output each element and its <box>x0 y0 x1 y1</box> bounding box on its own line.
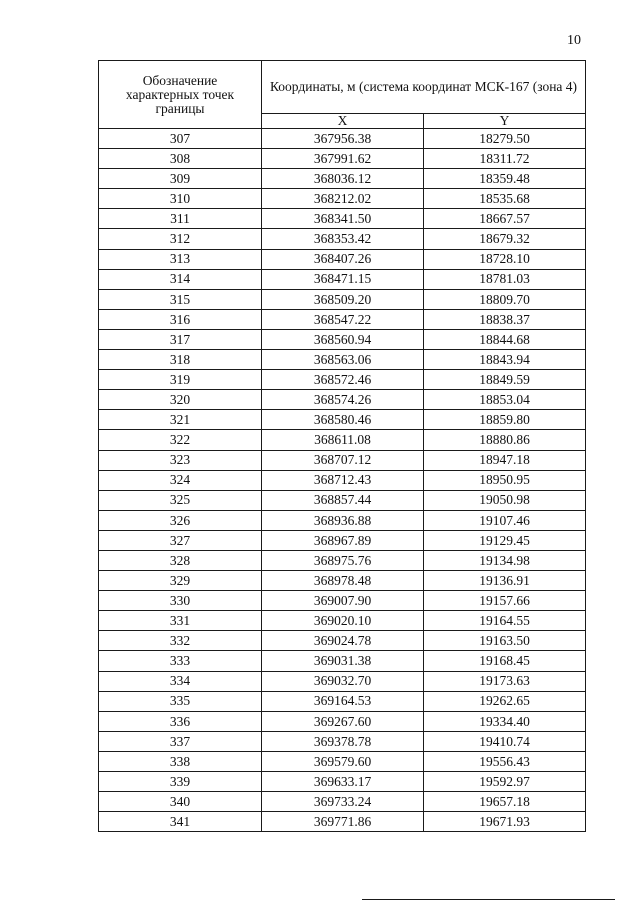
cell-y: 18535.68 <box>424 189 586 209</box>
table-row <box>99 329 586 349</box>
cell-point: 322 <box>99 430 262 450</box>
cell-y: 19129.45 <box>424 530 586 550</box>
cell-point: 328 <box>99 550 262 570</box>
table-row <box>99 289 586 309</box>
table-row <box>99 631 586 651</box>
header-coordinates-text: Координаты, м (система координат МСК-167 (зона 4) <box>269 79 578 94</box>
cell-point: 318 <box>99 350 262 370</box>
cell-point: 336 <box>99 711 262 731</box>
cell-x: 369633.17 <box>262 772 424 792</box>
table-row <box>99 711 586 731</box>
cell-x: 368509.20 <box>262 289 424 309</box>
table-header <box>99 61 586 129</box>
cell-x: 368547.22 <box>262 309 424 329</box>
cell-x: 367956.38 <box>262 129 424 149</box>
cell-point: 335 <box>99 691 262 711</box>
cell-point: 338 <box>99 751 262 771</box>
cell-y: 18880.86 <box>424 430 586 450</box>
footer-rule <box>362 899 615 900</box>
header-x: X <box>262 114 424 129</box>
cell-x: 368572.46 <box>262 370 424 390</box>
cell-point: 315 <box>99 289 262 309</box>
cell-y: 19410.74 <box>424 731 586 751</box>
cell-y: 19163.50 <box>424 631 586 651</box>
cell-x: 369007.90 <box>262 591 424 611</box>
cell-x: 369267.60 <box>262 711 424 731</box>
cell-x: 368560.94 <box>262 329 424 349</box>
header-y: Y <box>424 114 586 129</box>
cell-x: 368212.02 <box>262 189 424 209</box>
cell-y: 18728.10 <box>424 249 586 269</box>
cell-y: 18950.95 <box>424 470 586 490</box>
cell-point: 319 <box>99 370 262 390</box>
cell-point: 308 <box>99 149 262 169</box>
cell-y: 19136.91 <box>424 571 586 591</box>
cell-point: 307 <box>99 129 262 149</box>
cell-y: 18279.50 <box>424 129 586 149</box>
table-row <box>99 249 586 269</box>
cell-y: 19262.65 <box>424 691 586 711</box>
table-row <box>99 691 586 711</box>
table-row <box>99 571 586 591</box>
table-row <box>99 671 586 691</box>
cell-x: 368857.44 <box>262 490 424 510</box>
table-row <box>99 611 586 631</box>
cell-y: 19657.18 <box>424 792 586 812</box>
cell-y: 18853.04 <box>424 390 586 410</box>
table-row <box>99 731 586 751</box>
table-row <box>99 550 586 570</box>
cell-point: 333 <box>99 651 262 671</box>
table-row <box>99 189 586 209</box>
cell-point: 339 <box>99 772 262 792</box>
cell-point: 316 <box>99 309 262 329</box>
cell-x: 369031.38 <box>262 651 424 671</box>
cell-x: 369771.86 <box>262 812 424 832</box>
cell-x: 368580.46 <box>262 410 424 430</box>
cell-x: 368563.06 <box>262 350 424 370</box>
table-row <box>99 812 586 832</box>
cell-point: 330 <box>99 591 262 611</box>
table-row <box>99 370 586 390</box>
cell-y: 19334.40 <box>424 711 586 731</box>
cell-point: 312 <box>99 229 262 249</box>
cell-x: 368471.15 <box>262 269 424 289</box>
cell-point: 313 <box>99 249 262 269</box>
cell-x: 368936.88 <box>262 510 424 530</box>
table-row <box>99 772 586 792</box>
table-row <box>99 169 586 189</box>
table-row <box>99 149 586 169</box>
table-row <box>99 209 586 229</box>
cell-x: 369579.60 <box>262 751 424 771</box>
cell-y: 19168.45 <box>424 651 586 671</box>
cell-point: 332 <box>99 631 262 651</box>
cell-point: 324 <box>99 470 262 490</box>
cell-y: 18843.94 <box>424 350 586 370</box>
cell-y: 19164.55 <box>424 611 586 631</box>
cell-x: 368036.12 <box>262 169 424 189</box>
cell-x: 368353.42 <box>262 229 424 249</box>
cell-point: 320 <box>99 390 262 410</box>
table-row <box>99 490 586 510</box>
cell-x: 368407.26 <box>262 249 424 269</box>
cell-point: 323 <box>99 450 262 470</box>
cell-y: 18947.18 <box>424 450 586 470</box>
cell-y: 18781.03 <box>424 269 586 289</box>
cell-y: 19107.46 <box>424 510 586 530</box>
coordinates-table <box>98 60 586 832</box>
header-coordinates <box>262 61 586 114</box>
table-row <box>99 450 586 470</box>
table-row <box>99 792 586 812</box>
table-row <box>99 430 586 450</box>
cell-y: 19173.63 <box>424 671 586 691</box>
cell-point: 325 <box>99 490 262 510</box>
cell-y: 18311.72 <box>424 149 586 169</box>
cell-x: 369020.10 <box>262 611 424 631</box>
cell-x: 368978.48 <box>262 571 424 591</box>
table-row <box>99 390 586 410</box>
cell-x: 369378.78 <box>262 731 424 751</box>
cell-point: 317 <box>99 329 262 349</box>
cell-y: 18844.68 <box>424 329 586 349</box>
cell-y: 19134.98 <box>424 550 586 570</box>
cell-point: 329 <box>99 571 262 591</box>
cell-x: 367991.62 <box>262 149 424 169</box>
page-number: 10 <box>567 33 581 48</box>
header-point-designation-text: Обозначение характерных точек границы <box>125 72 235 116</box>
cell-y: 19671.93 <box>424 812 586 832</box>
cell-x: 368712.43 <box>262 470 424 490</box>
cell-point: 321 <box>99 410 262 430</box>
cell-y: 18667.57 <box>424 209 586 229</box>
table-row <box>99 229 586 249</box>
table-row <box>99 269 586 289</box>
table-row <box>99 129 586 149</box>
cell-point: 311 <box>99 209 262 229</box>
table-row <box>99 309 586 329</box>
cell-point: 314 <box>99 269 262 289</box>
table-row <box>99 751 586 771</box>
table-row <box>99 350 586 370</box>
header-point-designation <box>99 61 262 129</box>
cell-x: 368707.12 <box>262 450 424 470</box>
cell-x: 368975.76 <box>262 550 424 570</box>
cell-point: 331 <box>99 611 262 631</box>
cell-y: 18809.70 <box>424 289 586 309</box>
cell-x: 369024.78 <box>262 631 424 651</box>
table-body <box>99 129 586 832</box>
cell-x: 368611.08 <box>262 430 424 450</box>
cell-point: 326 <box>99 510 262 530</box>
table-row <box>99 530 586 550</box>
cell-x: 368574.26 <box>262 390 424 410</box>
cell-y: 18359.48 <box>424 169 586 189</box>
cell-point: 309 <box>99 169 262 189</box>
cell-x: 369032.70 <box>262 671 424 691</box>
cell-y: 19157.66 <box>424 591 586 611</box>
cell-point: 340 <box>99 792 262 812</box>
table-row <box>99 410 586 430</box>
cell-y: 18679.32 <box>424 229 586 249</box>
cell-point: 337 <box>99 731 262 751</box>
cell-x: 368341.50 <box>262 209 424 229</box>
cell-y: 18838.37 <box>424 309 586 329</box>
cell-x: 368967.89 <box>262 530 424 550</box>
table-row <box>99 470 586 490</box>
cell-point: 334 <box>99 671 262 691</box>
table-row <box>99 651 586 671</box>
cell-y: 19050.98 <box>424 490 586 510</box>
cell-y: 19556.43 <box>424 751 586 771</box>
cell-point: 341 <box>99 812 262 832</box>
table-row <box>99 591 586 611</box>
cell-point: 327 <box>99 530 262 550</box>
table-row <box>99 510 586 530</box>
cell-point: 310 <box>99 189 262 209</box>
cell-y: 19592.97 <box>424 772 586 792</box>
cell-x: 369164.53 <box>262 691 424 711</box>
cell-y: 18859.80 <box>424 410 586 430</box>
cell-y: 18849.59 <box>424 370 586 390</box>
cell-x: 369733.24 <box>262 792 424 812</box>
